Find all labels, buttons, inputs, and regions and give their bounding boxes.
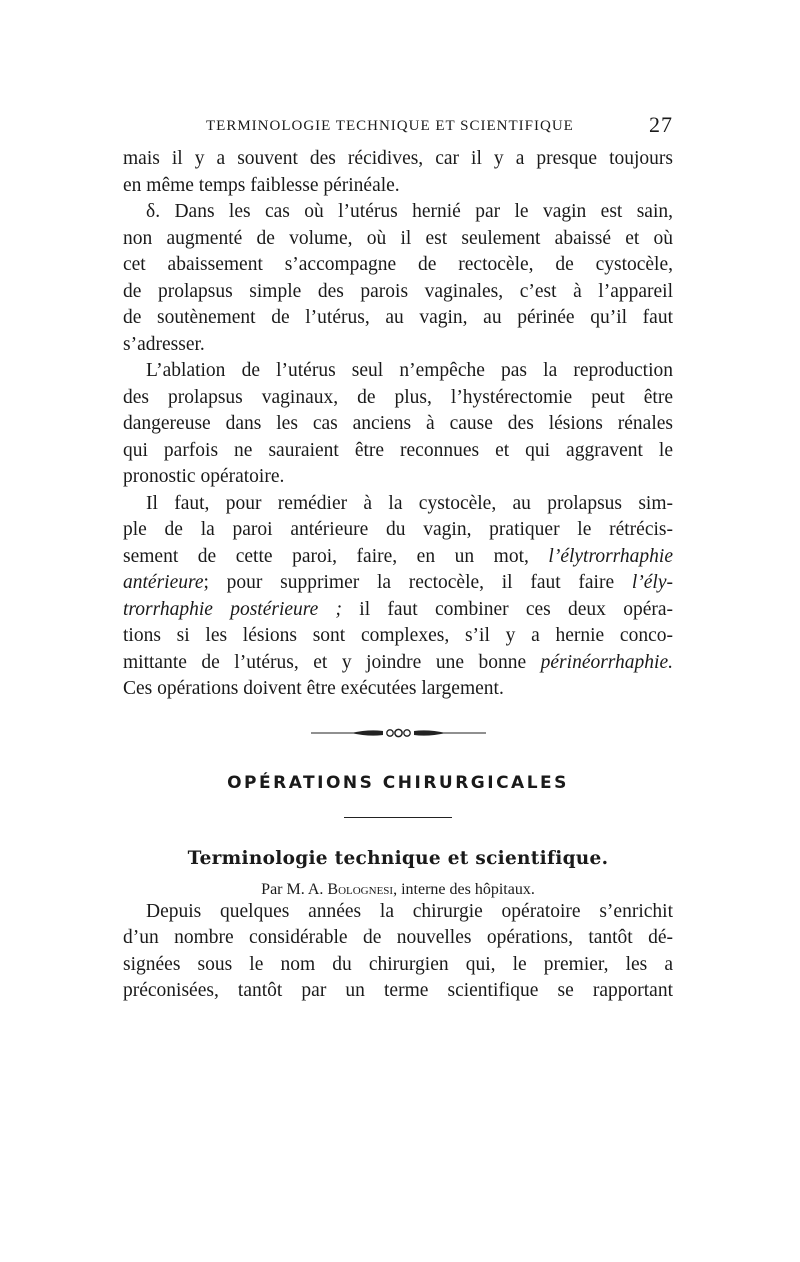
- text-line: des prolapsus vaginaux, de plus, l’hystérectomie peut être: [123, 386, 673, 408]
- text-line: d’un nombre considérable de nouvelles opérations, tantôt dé-: [123, 927, 673, 948]
- text-line: [123, 597, 673, 624]
- author-name: Bolognesi: [327, 880, 394, 898]
- italic-term: périnéorrhaphie.: [540, 651, 673, 673]
- section-title: OPÉRATIONS CHIRURGICALES: [227, 772, 569, 793]
- text-line: qui parfois ne sauraient être reconnues et qui aggravent le: [123, 439, 673, 461]
- text-line: ple de la paroi antérieure du vagin, pratiquer le rétrécis-: [123, 519, 673, 540]
- paragraph-depuis: [123, 899, 673, 1005]
- text-line: pronostic opératoire.: [123, 466, 285, 487]
- text-line: [123, 650, 673, 677]
- text-line: dangereuse dans les cas anciens à cause des lésions rénales: [123, 413, 673, 434]
- text-line: Ces opérations doivent être exécutées largement.: [123, 678, 504, 699]
- text-line: [123, 544, 673, 571]
- title-rule: [344, 817, 452, 818]
- italic-term: antérieure: [123, 572, 204, 593]
- page-number: 27: [649, 112, 673, 137]
- text-line: cet abaissement s’accompagne de rectocèle, de cystocèle,: [123, 254, 673, 275]
- text-line: tions si les lésions sont complexes, s’il y a hernie conco-: [123, 625, 673, 646]
- article-title: Terminologie technique et scientifique.: [187, 847, 609, 869]
- italic-term: l’élytrorrhaphie: [548, 545, 673, 567]
- text-line: de soutènement de l’utérus, au vagin, au périnée qu’il faut: [123, 307, 673, 328]
- byline-suffix: , interne des hôpitaux.: [393, 880, 535, 898]
- running-head: [123, 112, 673, 146]
- paragraph-delta: [123, 199, 673, 358]
- paragraph-ablation: [123, 358, 673, 491]
- italic-term: l’ély-: [631, 572, 673, 593]
- paragraph-continuation: [123, 146, 673, 199]
- text-line: mais il y a souvent des récidives, car il y a presque toujours: [123, 148, 673, 169]
- text-line: non augmenté de volume, où il est seulement abaissé et où: [123, 227, 673, 249]
- text-line: Il faut, pour remédier à la cystocèle, au prolapsus sim-: [146, 492, 673, 514]
- text-line: préconisées, tantôt par un terme scientifique se rapportant: [123, 980, 673, 1001]
- text-run: sement de cette paroi, faire, en un mot,: [123, 545, 549, 567]
- text-line: s’adresser.: [123, 333, 205, 355]
- text-line: en même temps faiblesse périnéale.: [123, 174, 400, 196]
- book-page: [123, 112, 673, 1005]
- ornament-divider: [311, 725, 486, 741]
- text-line: [123, 570, 673, 597]
- text-line: δ. Dans les cas où l’utérus hernié par le vagin est sain,: [146, 201, 673, 222]
- text-run: il faut combiner ces deux opéra-: [342, 598, 673, 620]
- byline-prefix: Par M. A.: [261, 880, 328, 898]
- text-run: ; pour supprimer la rectocèle, il faut faire: [203, 572, 632, 593]
- text-line: L’ablation de l’utérus seul n’empêche pas la reproduction: [146, 360, 673, 381]
- text-line: signées sous le nom du chirurgien qui, le premier, les a: [123, 953, 673, 975]
- paragraph-il-faut: [123, 491, 673, 703]
- text-run: mittante de l’utérus, et y joindre une bonne: [123, 651, 541, 673]
- italic-term: trorrhaphie postérieure ;: [123, 598, 343, 620]
- text-line: de prolapsus simple des parois vaginales, c’est à l’appareil: [123, 280, 673, 302]
- running-head-title: TERMINOLOGIE TECHNIQUE ET SCIENTIFIQUE: [206, 118, 574, 134]
- byline: [123, 881, 673, 899]
- text-line: Depuis quelques années la chirurgie opératoire s’enrichit: [146, 900, 673, 922]
